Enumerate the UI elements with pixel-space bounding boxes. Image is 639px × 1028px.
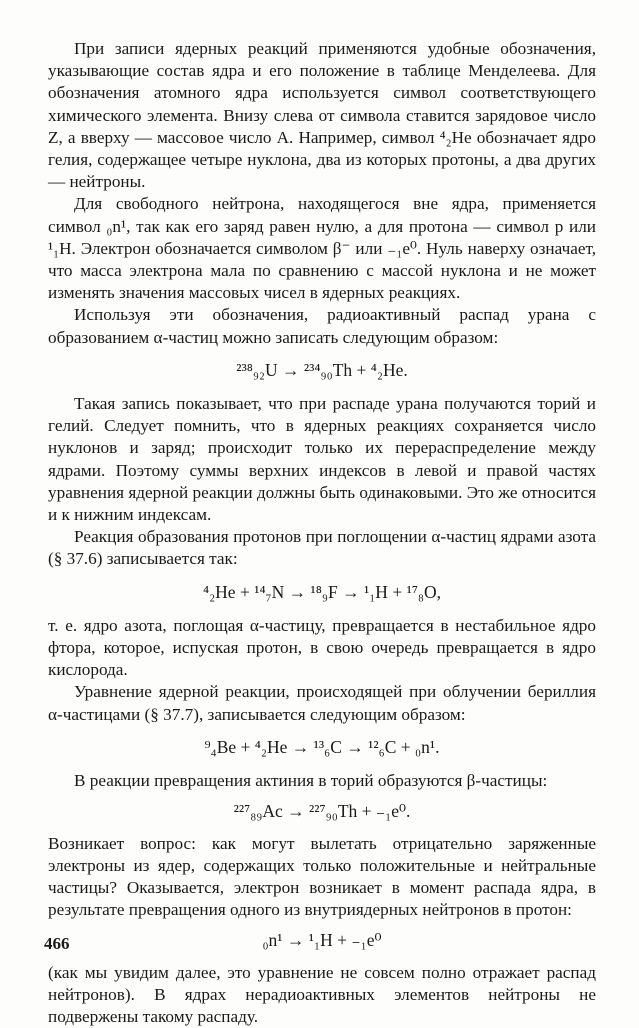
equation-uranium-decay: ²³⁸₉₂U → ²³⁴₉₀Th + ⁴₂He. [236,359,408,380]
equation-neutron-decay: ₀n¹ → ¹₁H + ₋₁e⁰ [262,930,382,951]
paragraph: Реакция образования протонов при поглощении α-частиц ядрами азота (§ 37.6) записывается так: [48,527,596,569]
paragraph: Используя эти обозначения, радиоактивный распад урана с образованием α-частиц можно записать следующим образом: [48,305,596,347]
equation-nitrogen-reaction: ⁴₂He + ¹⁴₇N → ¹⁸₉F → ¹₁H + ¹⁷₈O, [202,581,442,602]
paragraph: Для свободного нейтрона, находящегося вне ядра, применяется символ ₀n¹, так как его заряд равен нулю, а для протона — символ p или ¹₁H. Электрон обозначается символом β⁻ или ₋₁e⁰. Нуль наверху означает, что масса электрона мала по сравнению с массой нуклона и не может изменять значения массовых чисел в ядерных реакциях. [48,194,596,303]
paragraph: Уравнение ядерной реакции, происходящей при облучении бериллия α-частицами (§ 37.7), записывается следующим образом: [48,682,596,724]
paragraph: Такая запись показывает, что при распаде урана получаются торий и гелий. Следует помнить, что в ядерных реакциях сохраняется число нуклонов и заряд; происходит только их перераспределение между ядрами. Поэтому суммы верхних индексов в левой и правой частях уравнения ядерной реакции должны быть одинаковыми. Это же относится и к нижним индексам. [48,394,596,525]
page-number: 466 [44,934,70,953]
equation-beryllium-reaction: ⁹₄Be + ⁴₂He → ¹³₆C → ¹²₆C + ₀n¹. [204,736,440,757]
paragraph: т. е. ядро азота, поглощая α-частицу, превращается в нестабильное ядро фтора, которое, испуская протон, в свою очередь превращается в ядро кислорода. [48,615,596,680]
page-text [48,38,596,1028]
paragraph: При записи ядерных реакций применяются удобные обозначения, указывающие состав ядра и его положение в таблице Менделеева. Для обозначения атомного ядра используется символ соответствующего химического элемента. Внизу слева от символа ставится зарядовое число Z, а вверху — массовое число A. Например, символ ⁴₂He обозначает ядро гелия, содержащее четыре нуклона, два из которых протоны, а два других — нейтроны. [48,39,596,192]
paragraph: В реакции превращения актиния в торий образуются β-частицы: [74,771,548,791]
paragraph: Возникает вопрос: как могут вылетать отрицательно заряженные электроны из ядер, содержащих только положительные и нейтральные частицы? Оказывается, электрон возникает в момент распада ядра, в результате превращения одного из внутриядерных нейтронов в протон: [48,833,596,920]
paragraph: (как мы увидим далее, это уравнение не совсем полно отражает распад нейтронов). В ядрах нерадиоактивных элементов нейтроны не подвержены такому распаду. [48,962,596,1026]
equation-actinium-decay: ²²⁷₈₉Ac → ²²⁷₉₀Th + ₋₁e⁰. [233,801,411,822]
